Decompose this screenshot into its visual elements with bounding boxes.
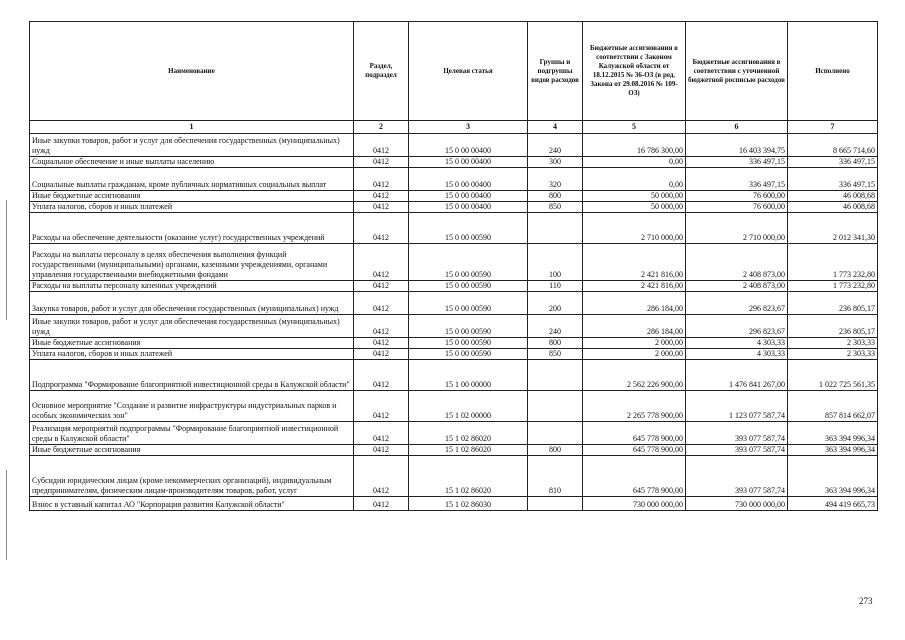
- row-target: 15 0 00 00400: [409, 191, 528, 202]
- row-budget-refined: 1 123 077 587,74: [686, 391, 788, 422]
- row-name: Уплата налогов, сборов и иных платежей: [30, 349, 354, 360]
- row-group: 240: [528, 315, 583, 338]
- row-target: 15 0 00 00590: [409, 338, 528, 349]
- row-target: 15 0 00 00590: [409, 292, 528, 315]
- row-section: 0412: [354, 497, 409, 511]
- table-row: [30, 191, 878, 202]
- row-budget-refined: 296 823,67: [686, 315, 788, 338]
- row-name: Подпрограмма "Формирование благоприятной инвестиционной среды в Калужской области": [30, 360, 354, 391]
- table-row: [30, 157, 878, 168]
- row-executed: 336 497,15: [788, 157, 878, 168]
- row-budget-refined: 730 000 000,00: [686, 497, 788, 511]
- row-executed: 1 022 725 561,35: [788, 360, 878, 391]
- row-executed: 236 805,17: [788, 292, 878, 315]
- row-target: 15 1 02 86030: [409, 497, 528, 511]
- column-number: 3: [409, 121, 528, 134]
- row-section: 0412: [354, 157, 409, 168]
- table-row: [30, 281, 878, 292]
- column-number-row: [30, 121, 878, 134]
- row-executed: 336 497,15: [788, 168, 878, 191]
- row-budget-law: 2 000,00: [583, 349, 686, 360]
- table-row: [30, 497, 878, 511]
- row-executed: 2 303,33: [788, 349, 878, 360]
- header-target: Целевая статья: [409, 22, 528, 121]
- row-group: 850: [528, 349, 583, 360]
- row-section: 0412: [354, 391, 409, 422]
- row-budget-law: 286 184,00: [583, 315, 686, 338]
- column-number: 1: [30, 121, 354, 134]
- header-section: Раздел, подраздел: [354, 22, 409, 121]
- scan-edge-mark: [6, 200, 7, 320]
- row-budget-refined: 336 497,15: [686, 168, 788, 191]
- row-name: Взнос в уставный капитал АО "Корпорация развития Калужской области": [30, 497, 354, 511]
- column-number: 7: [788, 121, 878, 134]
- row-group: [528, 391, 583, 422]
- column-number: 4: [528, 121, 583, 134]
- row-target: 15 0 00 00400: [409, 202, 528, 213]
- table-row: [30, 360, 878, 391]
- row-section: 0412: [354, 338, 409, 349]
- page-number: 273: [859, 596, 873, 606]
- table-row: [30, 292, 878, 315]
- row-target: 15 1 02 86020: [409, 456, 528, 497]
- row-target: 15 1 02 86020: [409, 422, 528, 445]
- row-executed: 494 419 665,73: [788, 497, 878, 511]
- row-budget-refined: 393 077 587,74: [686, 445, 788, 456]
- row-name: Социальные выплаты гражданам, кроме публичных нормативных социальных выплат: [30, 168, 354, 191]
- row-executed: 2 303,33: [788, 338, 878, 349]
- row-budget-refined: 2 710 000,00: [686, 213, 788, 244]
- header-name: Наименование: [30, 22, 354, 121]
- row-budget-refined: 2 408 873,00: [686, 281, 788, 292]
- row-budget-refined: 4 303,33: [686, 338, 788, 349]
- table-row: [30, 349, 878, 360]
- row-section: 0412: [354, 292, 409, 315]
- budget-table: [29, 21, 878, 511]
- row-section: 0412: [354, 134, 409, 157]
- row-budget-refined: 393 077 587,74: [686, 456, 788, 497]
- row-executed: 8 665 714,60: [788, 134, 878, 157]
- header-row: [30, 22, 878, 121]
- table-row: [30, 391, 878, 422]
- row-name: Расходы на выплаты персоналу казенных учреждений: [30, 281, 354, 292]
- table-row: [30, 168, 878, 191]
- row-executed: 1 773 232,80: [788, 244, 878, 281]
- row-target: 15 0 00 00400: [409, 168, 528, 191]
- row-executed: 46 008,68: [788, 202, 878, 213]
- row-budget-law: 2 710 000,00: [583, 213, 686, 244]
- row-section: 0412: [354, 315, 409, 338]
- row-section: 0412: [354, 456, 409, 497]
- row-section: 0412: [354, 422, 409, 445]
- row-budget-law: 0,00: [583, 168, 686, 191]
- row-target: 15 0 00 00590: [409, 315, 528, 338]
- row-name: Социальное обеспечение и иные выплаты населению: [30, 157, 354, 168]
- row-name: Закупка товаров, работ и услуг для обеспечения государственных (муниципальных) нужд: [30, 292, 354, 315]
- scan-edge-mark: [6, 470, 7, 560]
- row-group: 850: [528, 202, 583, 213]
- row-group: [528, 497, 583, 511]
- row-name: Иные бюджетные ассигнования: [30, 338, 354, 349]
- row-name: Субсидии юридическим лицам (кроме некоммерческих организаций), индивидуальным предпринимателям, физическим лицам-производителям товаров, работ, услуг: [30, 456, 354, 497]
- row-group: [528, 360, 583, 391]
- row-budget-law: 2 000,00: [583, 338, 686, 349]
- row-budget-law: 730 000 000,00: [583, 497, 686, 511]
- row-budget-refined: 336 497,15: [686, 157, 788, 168]
- row-budget-refined: 4 303,33: [686, 349, 788, 360]
- row-budget-law: 645 778 900,00: [583, 445, 686, 456]
- row-group: 300: [528, 157, 583, 168]
- row-name: Реализация мероприятий подпрограммы "Формирование благоприятной инвестиционной среды в Калужской области": [30, 422, 354, 445]
- row-budget-law: 645 778 900,00: [583, 456, 686, 497]
- row-budget-law: 645 778 900,00: [583, 422, 686, 445]
- row-target: 15 0 00 00590: [409, 281, 528, 292]
- row-budget-law: 286 184,00: [583, 292, 686, 315]
- table-row: [30, 213, 878, 244]
- row-budget-law: 2 265 778 900,00: [583, 391, 686, 422]
- row-section: 0412: [354, 213, 409, 244]
- row-group: 240: [528, 134, 583, 157]
- row-section: 0412: [354, 202, 409, 213]
- header-group: Группы и подгруппы видов расходов: [528, 22, 583, 121]
- table-row: [30, 315, 878, 338]
- row-executed: 236 805,17: [788, 315, 878, 338]
- table-row: [30, 134, 878, 157]
- row-group: 200: [528, 292, 583, 315]
- row-name: Расходы на выплаты персоналу в целях обеспечения выполнения функций государственными (муниципальными) органами, казенными учреждениями, органами управления государственными внебюджетными фондами: [30, 244, 354, 281]
- header-budget-refined: Бюджетные ассигнования в соответствии с уточненной бюджетной росписью расходов: [686, 22, 788, 121]
- header-executed: Исполнено: [788, 22, 878, 121]
- row-name: Уплата налогов, сборов и иных платежей: [30, 202, 354, 213]
- row-budget-law: 50 000,00: [583, 191, 686, 202]
- row-budget-law: 50 000,00: [583, 202, 686, 213]
- column-number: 6: [686, 121, 788, 134]
- row-target: 15 0 00 00590: [409, 244, 528, 281]
- row-budget-law: 16 786 300,00: [583, 134, 686, 157]
- row-section: 0412: [354, 349, 409, 360]
- row-budget-refined: 393 077 587,74: [686, 422, 788, 445]
- row-name: Иные бюджетные ассигнования: [30, 445, 354, 456]
- row-executed: 857 814 662,07: [788, 391, 878, 422]
- row-executed: 2 012 341,30: [788, 213, 878, 244]
- row-section: 0412: [354, 445, 409, 456]
- row-group: 320: [528, 168, 583, 191]
- row-target: 15 1 02 00000: [409, 391, 528, 422]
- table-row: [30, 244, 878, 281]
- row-executed: 363 394 996,34: [788, 445, 878, 456]
- row-name: Иные бюджетные ассигнования: [30, 191, 354, 202]
- row-section: 0412: [354, 191, 409, 202]
- table-row: [30, 456, 878, 497]
- row-group: 800: [528, 338, 583, 349]
- column-number: 5: [583, 121, 686, 134]
- header-budget-law: Бюджетные ассигнования в соответствии с Законом Калужской области от 18.12.2015 № 36-ОЗ (в ред. Закона от 29.08.2016 № 109-ОЗ): [583, 22, 686, 121]
- table-row: [30, 445, 878, 456]
- row-group: [528, 213, 583, 244]
- row-budget-refined: 76 600,00: [686, 191, 788, 202]
- row-target: 15 1 00 00000: [409, 360, 528, 391]
- row-target: 15 0 00 00400: [409, 157, 528, 168]
- row-executed: 363 394 996,34: [788, 422, 878, 445]
- row-group: [528, 422, 583, 445]
- row-executed: 46 008,68: [788, 191, 878, 202]
- row-budget-refined: 2 408 873,00: [686, 244, 788, 281]
- row-group: 110: [528, 281, 583, 292]
- row-executed: 363 394 996,34: [788, 456, 878, 497]
- row-budget-refined: 1 476 841 267,00: [686, 360, 788, 391]
- row-section: 0412: [354, 168, 409, 191]
- row-name: Иные закупки товаров, работ и услуг для обеспечения государственных (муниципальных) нужд: [30, 315, 354, 338]
- row-target: 15 0 00 00400: [409, 134, 528, 157]
- row-name: Расходы на обеспечение деятельности (оказание услуг) государственных учреждений: [30, 213, 354, 244]
- row-section: 0412: [354, 360, 409, 391]
- row-group: 100: [528, 244, 583, 281]
- table-row: [30, 202, 878, 213]
- row-name: Иные закупки товаров, работ и услуг для обеспечения государственных (муниципальных) нужд: [30, 134, 354, 157]
- row-name: Основное мероприятие "Создание и развитие инфраструктуры индустриальных парков и особых экономических зон": [30, 391, 354, 422]
- row-group: 800: [528, 191, 583, 202]
- row-target: 15 1 02 86020: [409, 445, 528, 456]
- row-executed: 1 773 232,80: [788, 281, 878, 292]
- table-row: [30, 422, 878, 445]
- row-budget-refined: 16 403 394,75: [686, 134, 788, 157]
- row-budget-refined: 296 823,67: [686, 292, 788, 315]
- column-number: 2: [354, 121, 409, 134]
- row-budget-law: 0,00: [583, 157, 686, 168]
- row-section: 0412: [354, 244, 409, 281]
- table-row: [30, 338, 878, 349]
- row-target: 15 0 00 00590: [409, 349, 528, 360]
- row-group: 810: [528, 456, 583, 497]
- row-section: 0412: [354, 281, 409, 292]
- row-budget-law: 2 421 816,00: [583, 244, 686, 281]
- row-budget-refined: 76 600,00: [686, 202, 788, 213]
- row-budget-law: 2 562 226 900,00: [583, 360, 686, 391]
- row-target: 15 0 00 00590: [409, 213, 528, 244]
- row-group: 800: [528, 445, 583, 456]
- row-budget-law: 2 421 816,00: [583, 281, 686, 292]
